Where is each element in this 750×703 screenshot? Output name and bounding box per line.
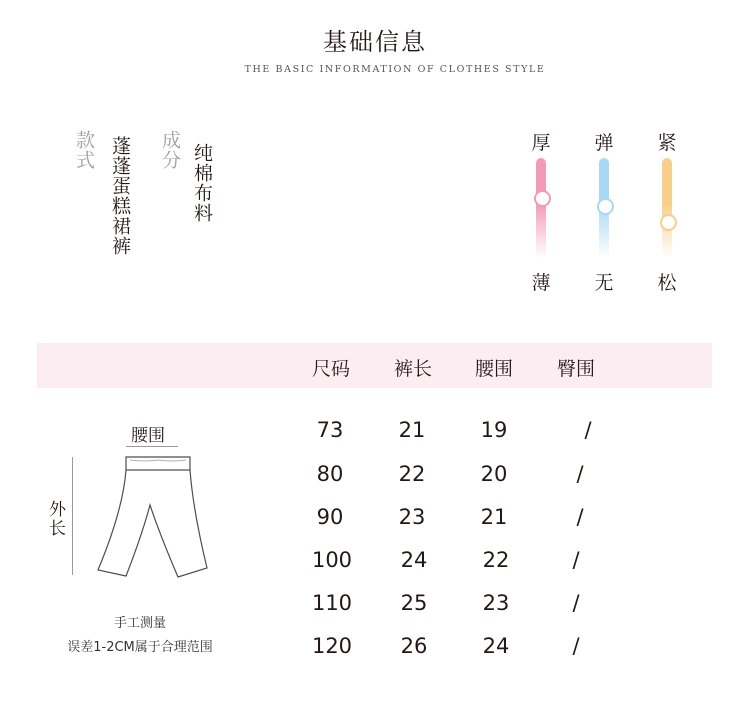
style-label: 款式 (73, 130, 95, 170)
cell-size: 80 (316, 462, 344, 486)
diagram-waist-label: 腰围 (131, 426, 165, 446)
cell-waist: 22 (482, 548, 510, 572)
elasticity-bottom-label: 无 (594, 272, 614, 294)
header-length: 裤长 (394, 358, 433, 380)
diagram-length-label: 外长 (45, 500, 65, 538)
cell-length: 25 (400, 591, 428, 615)
cell-size: 110 (311, 591, 353, 615)
fit-bottom-label: 松 (657, 272, 677, 294)
thickness-track (536, 158, 546, 258)
waist-measure-line (126, 446, 178, 447)
cell-hip: / (576, 462, 584, 486)
cell-waist: 19 (480, 418, 508, 442)
cell-size: 73 (316, 418, 344, 442)
cell-waist: 21 (480, 505, 508, 529)
elasticity-slider (584, 128, 624, 298)
cell-size: 120 (311, 634, 353, 658)
cell-size: 90 (316, 505, 344, 529)
size-table-header-bar (37, 343, 712, 388)
material-value: 纯棉布料 (191, 143, 213, 223)
cell-waist: 23 (482, 591, 510, 615)
cell-waist: 20 (480, 462, 508, 486)
thickness-bottom-label: 薄 (531, 272, 551, 294)
page-title: 基础信息 (323, 28, 427, 56)
cell-hip: / (576, 505, 584, 529)
cell-hip: / (572, 548, 580, 572)
thickness-top-label: 厚 (531, 132, 551, 154)
cell-hip: / (584, 418, 592, 442)
thickness-slider (521, 128, 561, 298)
page-subtitle: THE BASIC INFORMATION OF CLOTHES STYLE (244, 64, 546, 75)
header-size: 尺码 (312, 358, 351, 380)
cell-length: 21 (398, 418, 426, 442)
header-hip: 臀围 (557, 358, 596, 380)
fit-slider (647, 128, 687, 298)
fit-track (662, 158, 672, 258)
elasticity-top-label: 弹 (594, 132, 614, 154)
cell-length: 22 (398, 462, 426, 486)
cell-length: 24 (400, 548, 428, 572)
elasticity-knob (597, 198, 614, 215)
material-label: 成分 (159, 130, 181, 170)
note-tolerance: 误差1-2CM属于合理范围 (67, 640, 213, 655)
style-value: 蓬蓬蛋糕裙裤 (109, 136, 131, 256)
cell-size: 100 (311, 548, 353, 572)
length-measure-line (72, 457, 73, 575)
header-waist: 腰围 (475, 358, 514, 380)
note-hand-measure: 手工测量 (113, 616, 166, 631)
cell-hip: / (572, 634, 580, 658)
thickness-knob (534, 190, 551, 207)
cell-hip: / (572, 591, 580, 615)
pants-outline-icon (90, 450, 220, 585)
fit-knob (660, 214, 677, 231)
fit-top-label: 紧 (657, 132, 677, 154)
cell-waist: 24 (482, 634, 510, 658)
cell-length: 23 (398, 505, 426, 529)
cell-length: 26 (400, 634, 428, 658)
